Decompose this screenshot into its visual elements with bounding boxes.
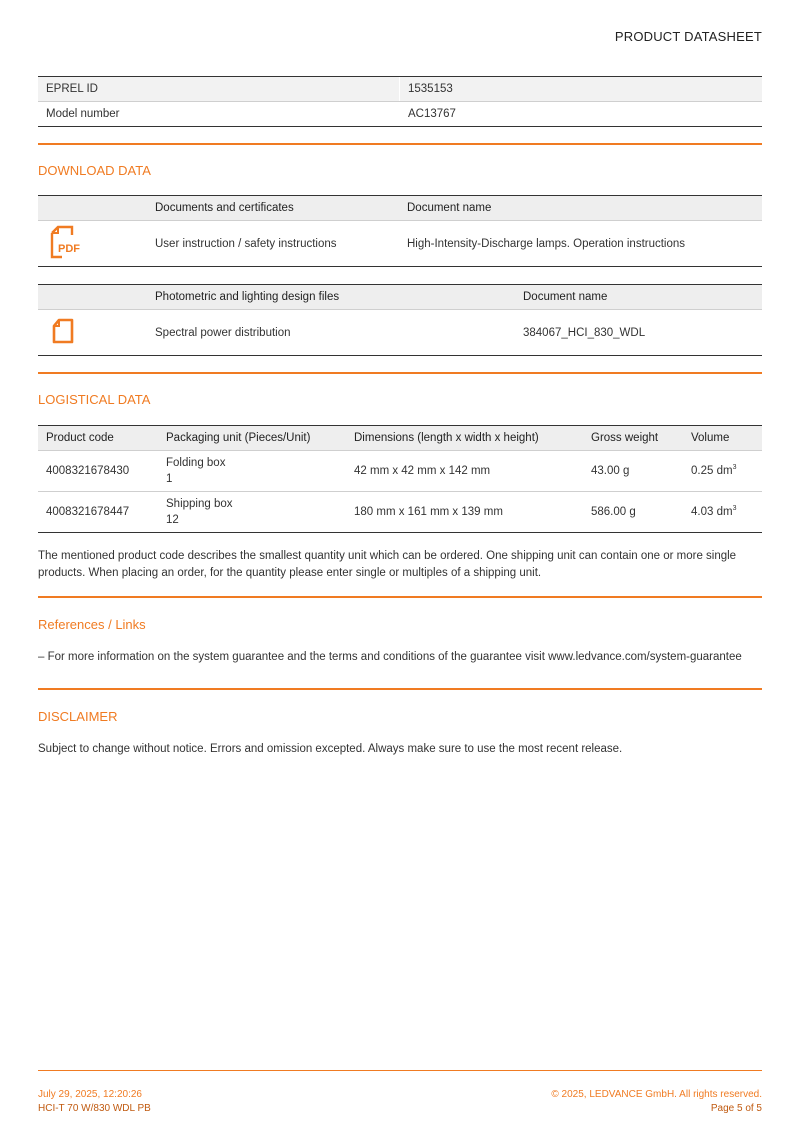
col-header: Document name (515, 285, 762, 310)
table-row (38, 102, 762, 127)
packaging-qty: 12 (166, 514, 179, 526)
info-label: Model number (38, 102, 400, 127)
footer-copyright: © 2025, LEDVANCE GmbH. All rights reserved. (551, 1089, 762, 1100)
doc-name-link[interactable]: 384067_HCI_830_WDL (515, 310, 762, 356)
logistical-table (38, 425, 762, 533)
product-code: 4008321678447 (38, 492, 158, 533)
dimensions: 180 mm x 161 mm x 139 mm (346, 492, 583, 533)
packaging-qty: 1 (166, 473, 173, 485)
footer-page-number: Page 5 of 5 (710, 1103, 762, 1114)
disclaimer-text: Subject to change without notice. Errors and omission excepted. Always make sure to use the most recent release. (38, 743, 623, 755)
packaging-unit: Folding box (166, 457, 226, 469)
table-row (38, 451, 762, 492)
section-divider (38, 143, 762, 145)
documents-table (38, 195, 762, 267)
col-header: Dimensions (length x width x height) (346, 426, 583, 451)
doc-name-link[interactable]: High-Intensity-Discharge lamps. Operation instructions (399, 221, 762, 267)
logistical-note: The mentioned product code describes the smallest quantity unit which can be ordered. One shipping unit can contain one or more single products. When placing an order, for the quantity please enter single or multiples of a shipping unit. (38, 550, 737, 579)
footer-right (551, 1088, 762, 1116)
col-header: Packaging unit (Pieces/Unit) (158, 426, 346, 451)
pdf-icon[interactable] (38, 221, 147, 267)
packaging-unit: Shipping box (166, 498, 233, 510)
photometric-table (38, 284, 762, 356)
footer-left (38, 1088, 151, 1116)
volume: 0.25 $dm^3$ (683, 451, 762, 492)
svg-text:PDF: PDF (58, 243, 80, 255)
info-value: 1535153 (400, 77, 763, 102)
section-divider (38, 372, 762, 374)
table-row (38, 221, 762, 267)
logistical-section-title: LOGISTICAL DATA (38, 392, 151, 407)
page-header-title: PRODUCT DATASHEET (614, 29, 762, 44)
references-section-title: References / Links (38, 617, 146, 632)
volume: 4.03 $dm^3$ (683, 492, 762, 533)
info-value: AC13767 (400, 102, 763, 127)
col-header: Document name (399, 196, 762, 221)
disclaimer-section-title: DISCLAIMER (38, 709, 118, 724)
table-row (38, 77, 762, 102)
col-header: Documents and certificates (147, 196, 399, 221)
dimensions: 42 mm x 42 mm x 142 mm (346, 451, 583, 492)
col-header: Gross weight (583, 426, 683, 451)
section-divider (38, 688, 762, 690)
download-section-title: DOWNLOAD DATA (38, 163, 151, 178)
footer-divider (38, 1070, 762, 1071)
table-row (38, 310, 762, 356)
reference-link[interactable]: – For more information on the system guarantee and the terms and conditions of the guarantee visit www.ledvance.com/system-guarantee (38, 651, 742, 663)
file-icon[interactable] (38, 310, 147, 356)
gross-weight: 43.00 g (583, 451, 683, 492)
product-info-table (38, 76, 762, 127)
footer-product: HCI-T 70 W/830 WDL PB (38, 1103, 151, 1114)
footer-date: July 29, 2025, 12:20:26 (38, 1089, 142, 1100)
table-row (38, 492, 762, 533)
gross-weight: 586.00 g (583, 492, 683, 533)
col-header: Photometric and lighting design files (147, 285, 515, 310)
section-divider (38, 596, 762, 598)
doc-type: Spectral power distribution (147, 310, 515, 356)
col-header: Volume (683, 426, 762, 451)
product-code: 4008321678430 (38, 451, 158, 492)
doc-type: User instruction / safety instructions (147, 221, 399, 267)
info-label: EPREL ID (38, 77, 400, 102)
col-header: Product code (38, 426, 158, 451)
